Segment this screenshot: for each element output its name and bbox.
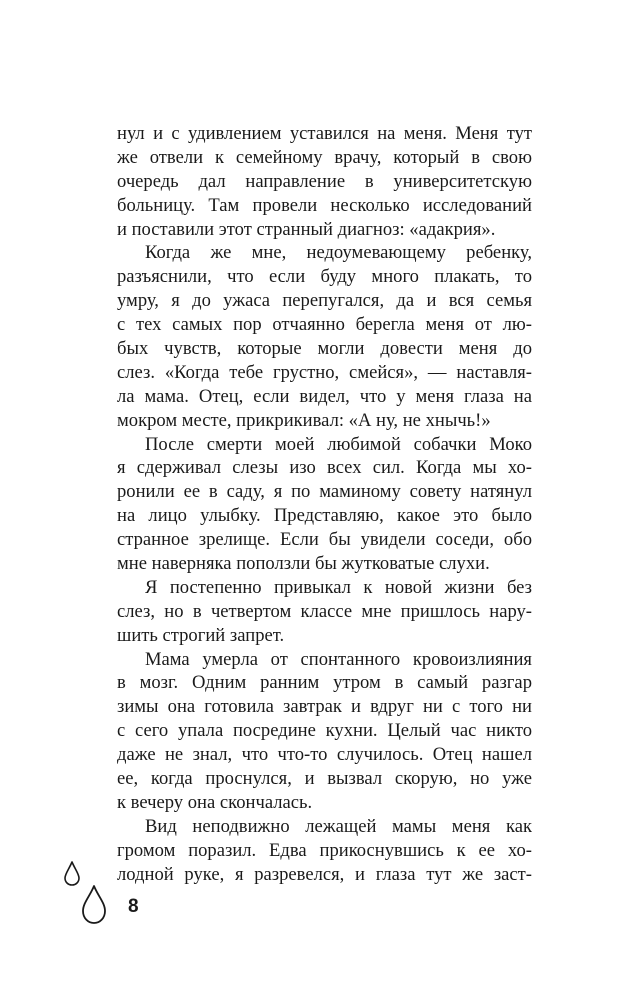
text-line: Когда же мне, недоумевающему ребенку,: [145, 242, 532, 264]
text-line: бых чувств, которые могли довести меня до: [117, 338, 532, 360]
text-line: разъяснили, что если буду много плакать, то: [117, 266, 532, 288]
text-line: больницу. Там провели несколько исследований: [117, 194, 532, 216]
text-line: ее, когда проснулся, и вызвал скорую, но уже: [117, 768, 532, 790]
text-line: Вид неподвижно лежащей мамы меня как: [145, 815, 532, 837]
text-line: умру, я до ужаса перепугался, да и вся семья: [117, 290, 532, 312]
small-teardrop-icon: [65, 862, 79, 885]
text-line: же отвели к семейному врачу, который в свою: [117, 146, 532, 168]
text-line: Я постепенно привыкал к новой жизни без: [145, 576, 532, 598]
text-line: ронили ее в саду, я по маминому совету натянул: [117, 481, 532, 503]
text-line: даже не знал, что что-то случилось. Отец нашел: [117, 744, 532, 766]
text-line: в мозг. Одним ранним утром в самый разгар: [117, 672, 532, 694]
text-line: лодной руке, я разревелся, и глаза тут же заст-: [117, 863, 532, 885]
text-line: странное зрелище. Если бы увидели соседи, обо: [117, 529, 532, 551]
text-line: с сего упала посредине кухни. Целый час никто: [117, 720, 532, 742]
text-line: я сдерживал слезы изо всех сил. Когда мы хо-: [117, 457, 532, 479]
text-line: громом поразил. Едва прикоснувшись к ее хо-: [117, 839, 532, 861]
text-line: нул и с удивлением уставился на меня. Меня тут: [117, 123, 532, 144]
text-line: мне наверняка поползли бы жутковатые слухи.: [117, 553, 490, 575]
large-teardrop-icon: [83, 886, 105, 923]
text-line: ла мама. Отец, если видел, что у меня глаза на: [117, 385, 532, 407]
text-line: слез, но в четвертом классе мне пришлось нару-: [117, 600, 532, 622]
text-line: с тех самых пор отчаянно берегла меня от лю-: [117, 314, 532, 336]
text-line: Мама умерла от спонтанного кровоизлияния: [145, 648, 532, 670]
text-line: и поставили этот странный диагноз: «адакрия».: [117, 218, 496, 240]
teardrop-decoration: [62, 860, 112, 930]
text-line: После смерти моей любимой собачки Моко: [145, 433, 532, 455]
text-line: очередь дал направление в университетскую: [117, 170, 532, 192]
text-line: зимы она готовила завтрак и вдруг ни с того ни: [117, 696, 532, 718]
text-line: слез. «Когда тебе грустно, смейся», — наставля-: [117, 361, 532, 383]
text-line: к вечеру она скончалась.: [117, 791, 313, 813]
text-line: на лицо улыбку. Представляю, какое это было: [117, 505, 532, 527]
page-number: 8: [128, 896, 139, 917]
body-text: [117, 122, 532, 887]
text-line: мокром месте, прикрикивал: «А ну, не хнычь!»: [117, 409, 491, 431]
text-line: шить строгий запрет.: [117, 624, 285, 646]
